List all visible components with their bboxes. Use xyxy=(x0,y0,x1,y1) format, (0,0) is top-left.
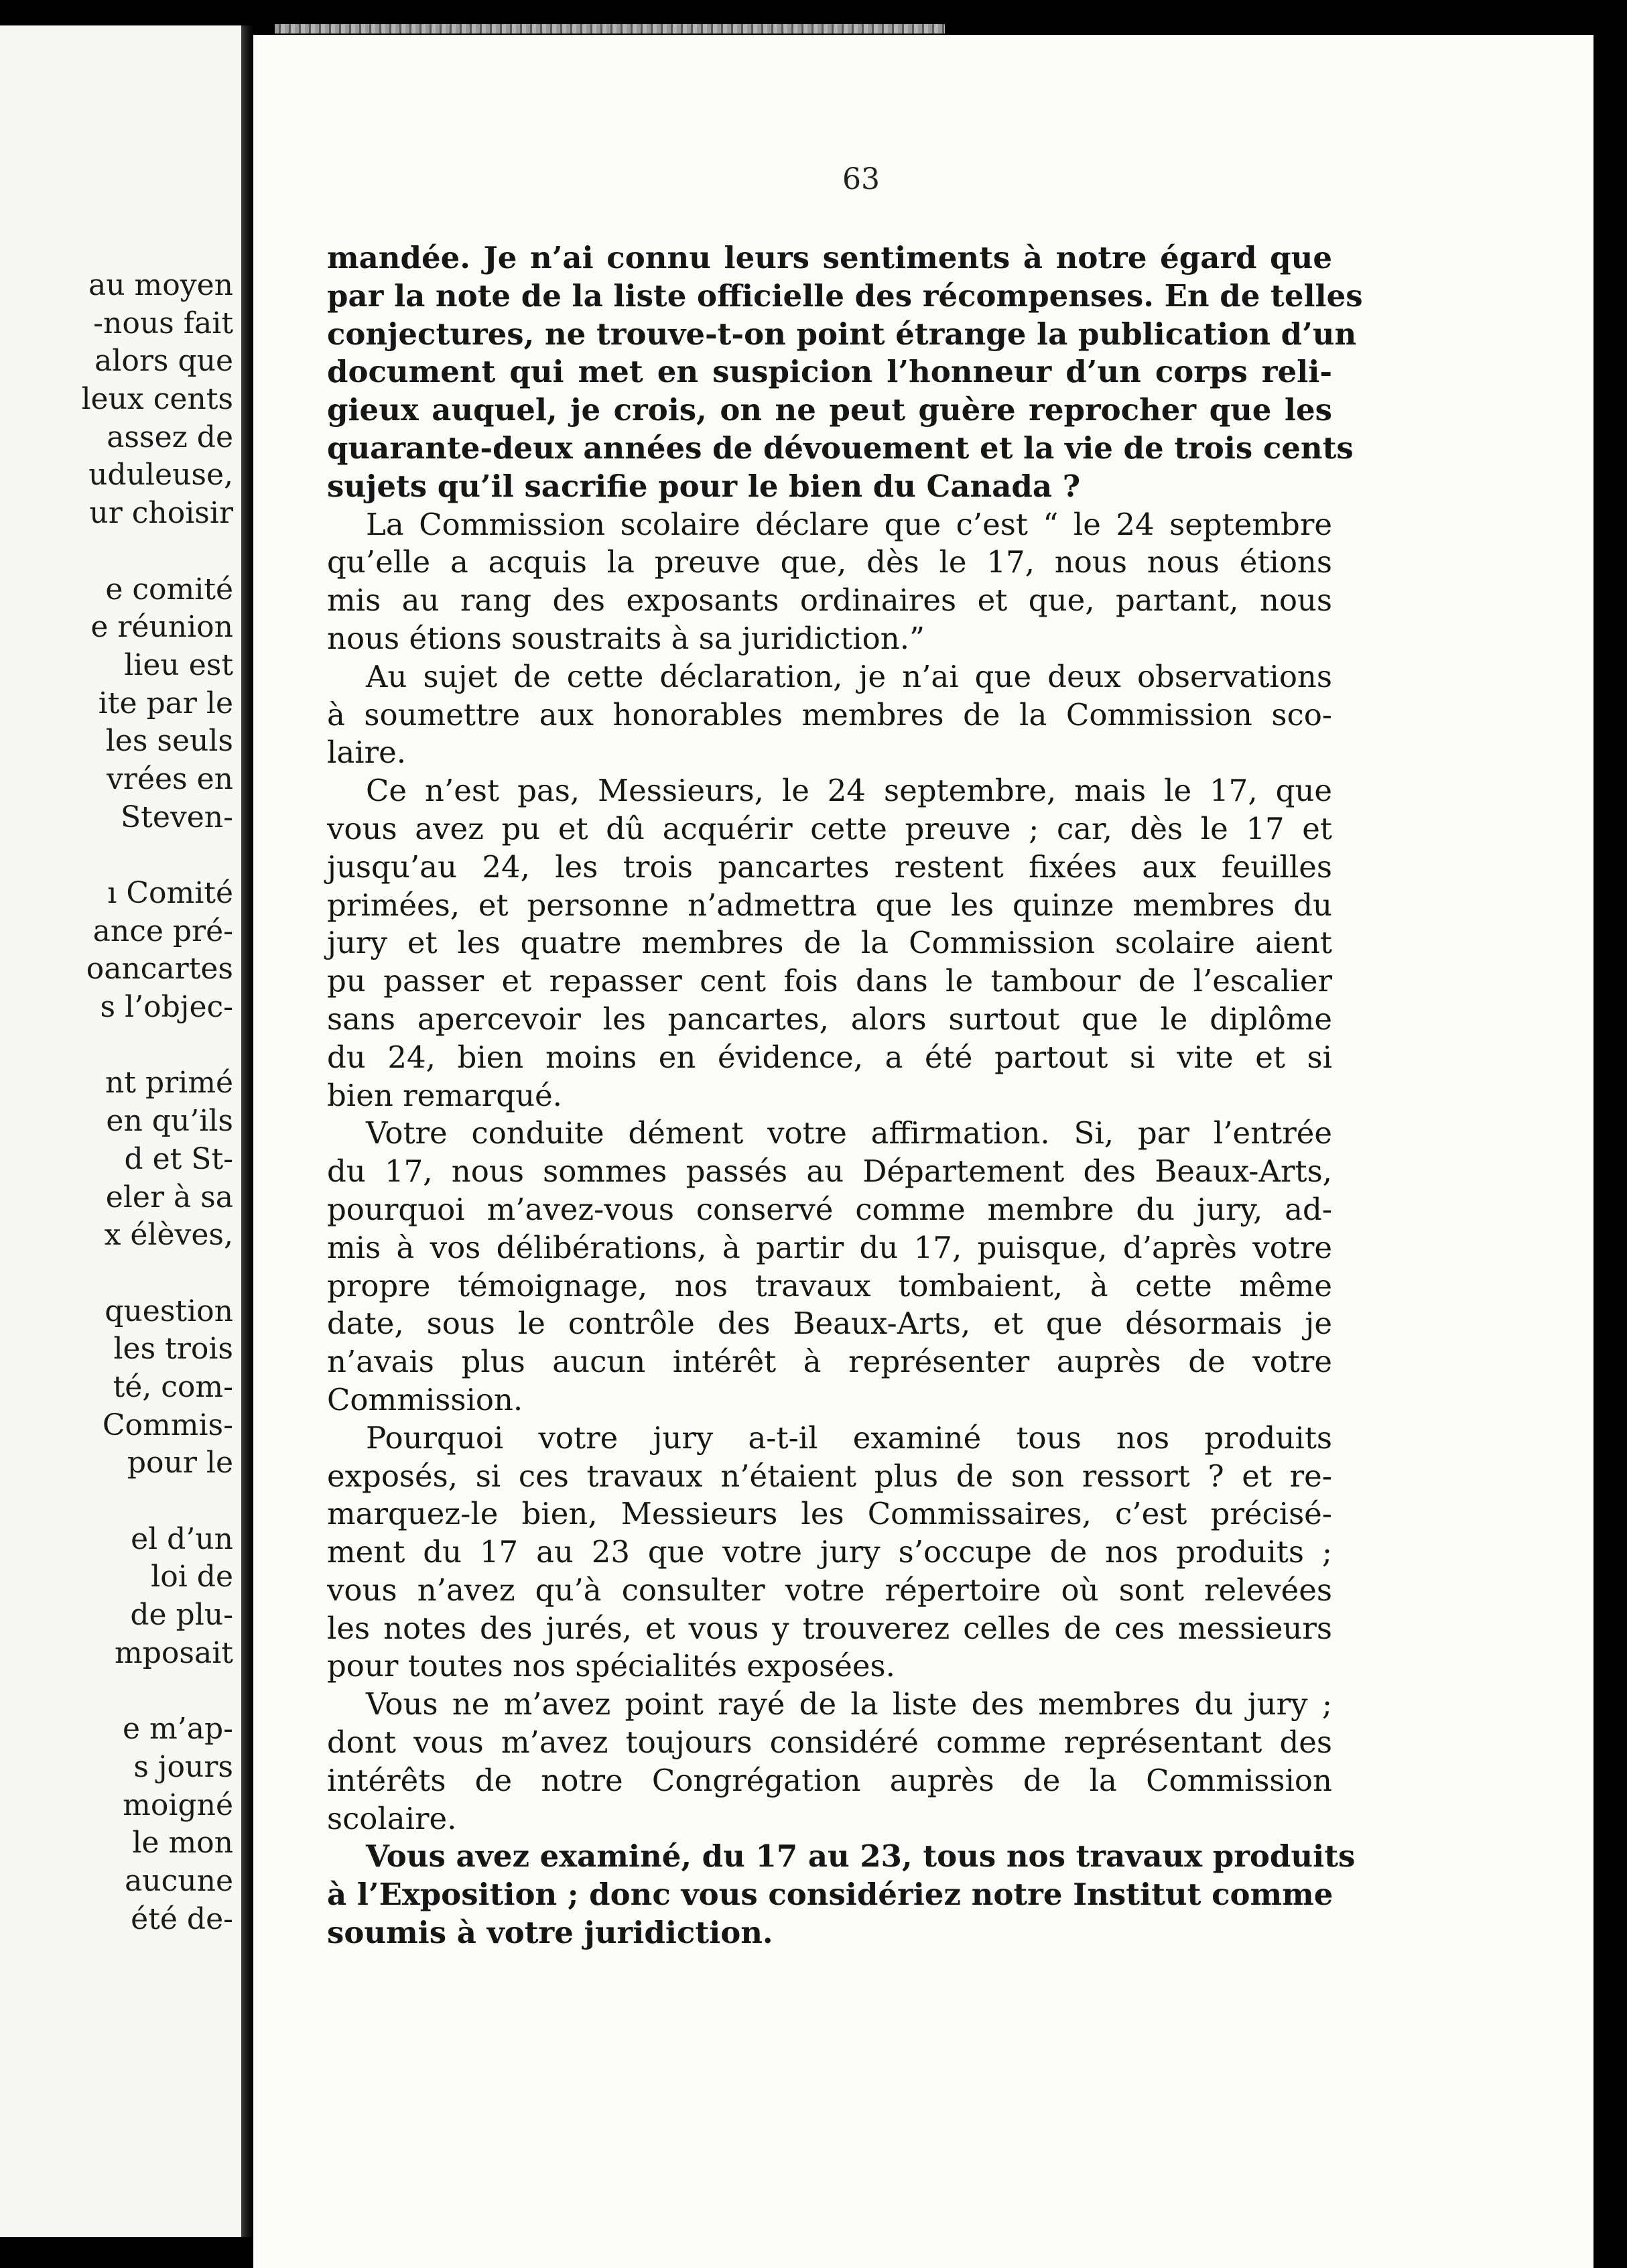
left-page-line: nt primé xyxy=(105,1066,233,1100)
left-page-line: aucune xyxy=(125,1863,233,1898)
text-line: à soumettre aux honorables membres de la Commission sco- xyxy=(327,696,1332,733)
paragraph xyxy=(327,1115,1332,1419)
left-page-line: Commis- xyxy=(102,1407,233,1442)
left-page-line: lieu est xyxy=(124,647,233,682)
text-line: Vous ne m’avez point rayé de la liste des membres du jury ; xyxy=(366,1686,1332,1722)
left-page-line: s l’objec- xyxy=(100,990,233,1025)
text-line: exposés, si ces travaux n’étaient plus de son ressort ? et re- xyxy=(327,1458,1332,1494)
left-page-line: question xyxy=(105,1294,233,1328)
left-page-line: mposait xyxy=(115,1635,233,1670)
text-line: Ce n’est pas, Messieurs, le 24 septembre, mais le 17, que xyxy=(366,773,1332,809)
text-line: pu passer et repasser cent fois dans le tambour de l’escalier xyxy=(327,963,1332,999)
left-page-gap xyxy=(0,836,233,875)
left-page-line: été de- xyxy=(131,1901,233,1936)
left-page-line: les seuls xyxy=(105,724,233,759)
text-line: mis à vos délibérations, à partir du 17, puisque, d’après votre xyxy=(327,1229,1332,1265)
left-page-line: assez de xyxy=(107,420,233,454)
left-page-line: e réunion xyxy=(90,610,233,645)
paragraph xyxy=(327,506,1332,658)
left-facing-page xyxy=(0,25,241,2237)
text-line: jury et les quatre membres de la Commission scolaire aient xyxy=(327,925,1332,961)
text-line: conjectures, ne trouve-t-on point étrange la publication d’un xyxy=(327,316,1357,352)
text-line: par la note de la liste officielle des récompenses. En de telles xyxy=(327,277,1363,314)
text-line: La Commission scolaire déclare que c’est “ le 24 septembre xyxy=(366,506,1332,542)
text-line: Votre conduite dément votre affirmation. Si, par l’entrée xyxy=(366,1115,1332,1151)
text-line: dont vous m’avez toujours considéré comme représentant des xyxy=(327,1724,1332,1761)
text-line: quarante-deux années de dévouement et la vie de trois cents xyxy=(327,430,1354,466)
left-page-line: ur choisir xyxy=(89,496,233,531)
text-line: vous n’avez qu’à consulter votre répertoire où sont relevées xyxy=(327,1572,1332,1608)
right-page xyxy=(253,35,1593,2268)
text-line: Au sujet de cette déclaration, je n’ai que deux observations xyxy=(366,658,1332,694)
paragraph xyxy=(327,239,1363,506)
text-line: du 17, nous sommes passés au Département des Beaux-Arts, xyxy=(327,1153,1332,1190)
left-page-line: uduleuse, xyxy=(88,458,233,493)
paragraph xyxy=(327,1838,1356,1952)
text-line: bien remarqué. xyxy=(327,1077,562,1113)
text-line: scolaire. xyxy=(327,1800,457,1836)
text-line: intérêts de notre Congrégation auprès de la Commission xyxy=(327,1762,1332,1798)
left-page-line: d et St- xyxy=(124,1141,233,1176)
text-line: ment du 17 au 23 que votre jury s’occupe de nos produits ; xyxy=(327,1534,1332,1570)
left-page-line: ite par le xyxy=(98,686,233,720)
left-page-gap xyxy=(0,1255,233,1293)
text-line: les notes des jurés, et vous y trouverez celles de ces messieurs xyxy=(327,1610,1332,1646)
left-page-line: Steven- xyxy=(121,800,233,834)
paragraph xyxy=(327,1686,1332,1838)
left-page-text-fragments xyxy=(0,267,233,1938)
text-line: marquez-le bien, Messieurs les Commissaires, c’est précisé- xyxy=(327,1496,1332,1532)
left-page-line: e comité xyxy=(105,572,233,607)
text-line: sans apercevoir les pancartes, alors surtout que le diplôme xyxy=(327,1001,1332,1037)
left-page-line: vrées en xyxy=(107,761,233,796)
text-line: Vous avez examiné, du 17 au 23, tous nos travaux produits xyxy=(366,1838,1356,1875)
paragraph xyxy=(327,1420,1332,1686)
left-page-line: oancartes xyxy=(86,952,233,987)
text-line: à l’Exposition ; donc vous considériez notre Institut comme xyxy=(327,1877,1333,1913)
left-page-line: loi de xyxy=(151,1560,233,1594)
left-page-gap xyxy=(0,533,233,571)
text-line: qu’elle a acquis la preuve que, dès le 17, nous nous étions xyxy=(327,544,1332,580)
left-page-line: de plu- xyxy=(130,1598,233,1633)
body-text xyxy=(327,239,1363,1952)
paragraph xyxy=(327,658,1332,772)
left-page-line: les trois xyxy=(113,1332,233,1367)
text-line: pour toutes nos spécialités exposées. xyxy=(327,1648,895,1684)
left-page-line: e m’ap- xyxy=(123,1712,233,1747)
text-line: nous étions soustraits à sa juridiction.” xyxy=(327,620,925,656)
text-line: vous avez pu et dû acquérir cette preuve ; car, dès le 17 et xyxy=(327,810,1332,846)
left-page-line: ance pré- xyxy=(92,914,233,948)
book-gutter xyxy=(241,25,253,2237)
page-number: 63 xyxy=(842,162,880,196)
text-line: date, sous le contrôle des Beaux-Arts, et que désormais je xyxy=(327,1306,1332,1342)
text-line: Commission. xyxy=(327,1381,523,1418)
text-line: jusqu’au 24, les trois pancartes restent fixées aux feuilles xyxy=(327,848,1332,885)
text-line: laire. xyxy=(327,735,407,771)
left-page-gap xyxy=(0,1672,233,1710)
left-page-line: ı Comité xyxy=(107,876,233,910)
left-page-line: té, com- xyxy=(113,1369,233,1404)
left-page-gap xyxy=(0,1483,233,1521)
left-page-line: alors que xyxy=(94,344,233,379)
left-page-line: moigné xyxy=(123,1787,233,1822)
left-page-gap xyxy=(0,1027,233,1065)
paragraph xyxy=(327,772,1332,1115)
left-page-line: s jours xyxy=(133,1749,233,1784)
text-line: soumis à votre juridiction. xyxy=(327,1915,773,1951)
left-page-line: en qu’ils xyxy=(106,1104,233,1139)
text-line: pourquoi m’avez-vous conservé comme membre du jury, ad- xyxy=(327,1191,1332,1227)
top-edge-strip xyxy=(275,24,945,34)
text-line: document qui met en suspicion l’honneur d’un corps reli- xyxy=(327,354,1332,390)
text-line: du 24, bien moins en évidence, a été partout si vite et si xyxy=(327,1039,1332,1075)
left-page-line: -nous fait xyxy=(93,306,233,340)
text-line: propre témoignage, nos travaux tombaient, à cette même xyxy=(327,1267,1332,1304)
left-page-line: le mon xyxy=(132,1826,233,1861)
left-page-line: pour le xyxy=(127,1446,233,1480)
left-page-line: leux cents xyxy=(81,382,233,417)
text-line: n’avais plus aucun intérêt à représenter auprès de votre xyxy=(327,1344,1332,1380)
text-line: sujets qu’il sacrifie pour le bien du Canada ? xyxy=(327,468,1081,504)
text-line: mis au rang des exposants ordinaires et que, partant, nous xyxy=(327,582,1332,619)
text-line: Pourquoi votre jury a-t-il examiné tous nos produits xyxy=(366,1420,1332,1456)
left-page-line: el d’un xyxy=(131,1521,233,1556)
text-line: mandée. Je n’ai connu leurs sentiments à notre égard que xyxy=(327,240,1332,275)
left-page-line: au moyen xyxy=(88,268,233,302)
left-page-line: eler à sa xyxy=(105,1180,233,1214)
text-line: gieux auquel, je crois, on ne peut guère reprocher que les xyxy=(327,392,1332,428)
text-line: primées, et personne n’admettra que les quinze membres du xyxy=(327,887,1332,923)
left-page-line: x élèves, xyxy=(104,1218,233,1253)
